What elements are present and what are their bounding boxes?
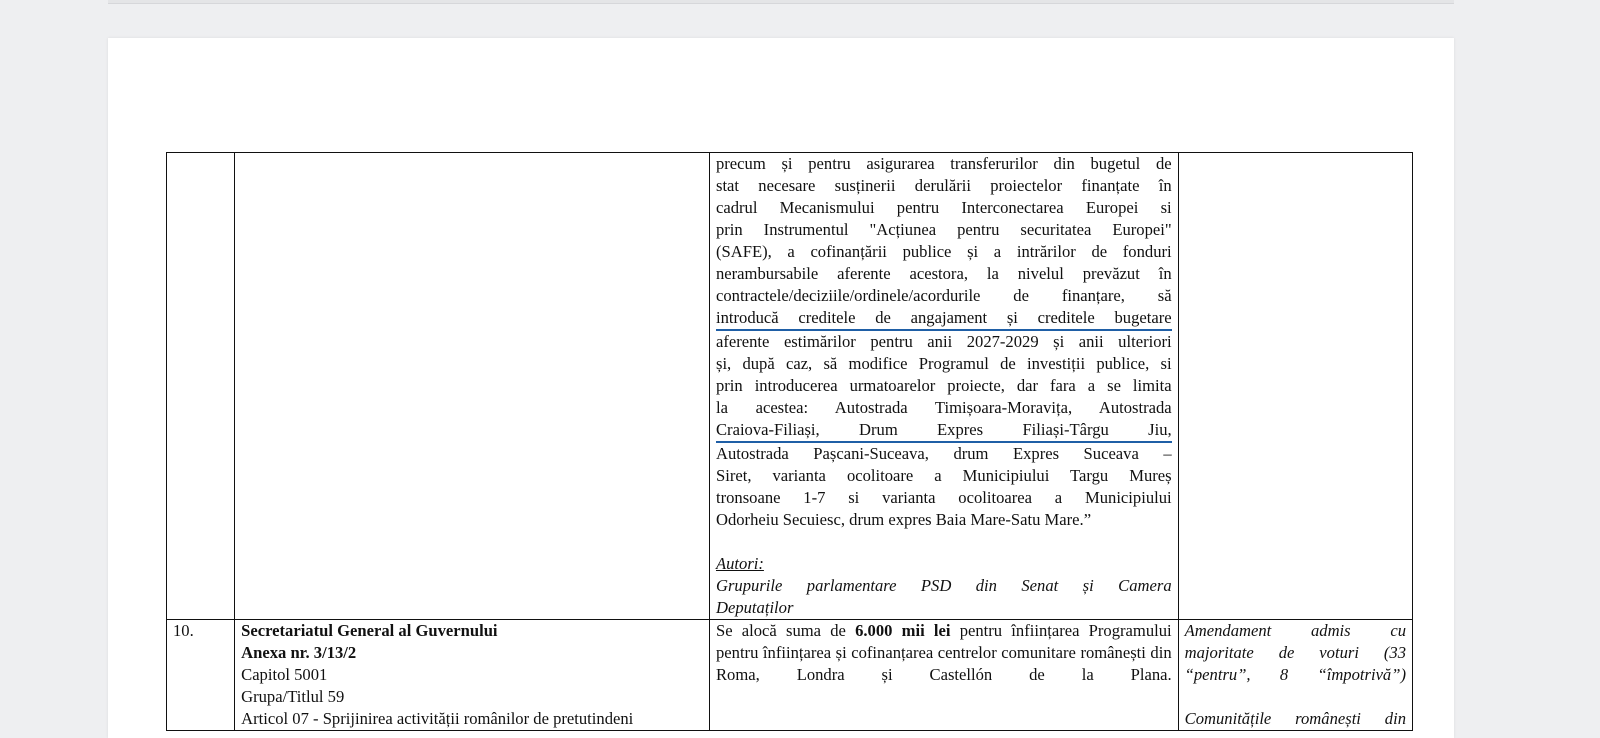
status-text: Amendament admis cu majoritate de voturi (33 “pentru”, 8 “împotrivă”) [1184, 621, 1406, 684]
text-line: prin Instrumentul "Acțiunea pentru securitatea Europei" [715, 220, 1172, 239]
row-number: 10. [173, 621, 194, 640]
highlighted-text-line: Craiova-Filiași, Drum Expres Filiași-Târgu Jiu, [716, 419, 1172, 443]
text-line: nerambursabile aferente acestora, la nivelul prevăzut în [715, 264, 1172, 283]
authors-line: Grupurile parlamentare PSD din Senat și Camera [715, 576, 1172, 595]
previous-page-edge [108, 0, 1454, 4]
amendments-table [166, 152, 1413, 731]
text-line: cadrul Mecanismului pentru Interconectarea Europei si [715, 198, 1172, 217]
status-cell [1178, 620, 1412, 731]
document-page[interactable] [108, 38, 1454, 738]
amendment-text [716, 620, 1172, 686]
text-line: aferente estimărilor pentru anii 2027-2029 și anii ulteriori [715, 332, 1172, 351]
annex-label: Anexa nr. 3/13/2 [241, 643, 357, 662]
institution-name: Secretariatul General al Guvernului [241, 621, 498, 640]
authors-label: Autori: [715, 554, 764, 573]
text-line: și, după caz, să modifice Programul de investiții publice, si [715, 354, 1172, 373]
text-line: (SAFE), a cofinanțării publice și a intrărilor de fonduri [715, 242, 1172, 261]
chapter-label: Capitol 5001 [241, 665, 328, 684]
text-line: contractele/deciziile/ordinele/acordurile de finanțare, să [715, 286, 1172, 305]
text-line: Autostrada Pașcani-Suceava, drum Expres Suceava – [715, 444, 1172, 463]
motivation-text: Comunitățile românești din [1184, 709, 1406, 728]
text-line: stat necesare susținerii derulării proiectelor finanțate în [715, 176, 1172, 195]
highlighted-text-line: introducă creditele de angajament și creditele bugetare [716, 307, 1172, 331]
text-line: prin introducerea urmatoarelor proiecte, dar fara a se limita [715, 376, 1172, 395]
table-row [167, 153, 1413, 620]
text-line: tronsoane 1-7 si varianta ocolitoarea a Municipiului [715, 488, 1172, 507]
text-post: pentru înființarea Programului pentru înființarea și cofinanțarea centrelor comunitare românești din Roma, Londra și Castellón de la Plana. [715, 621, 1172, 684]
amount: 6.000 mii lei [855, 621, 951, 640]
text-pre: Se alocă suma de [715, 621, 856, 640]
authors-line: Deputaților [715, 598, 794, 617]
text-line: Siret, varianta ocolitoare a Municipiului Targu Mureș [715, 466, 1172, 485]
text-line: precum și pentru asigurarea transferurilor din bugetul de [715, 154, 1172, 173]
blank-line [1185, 686, 1406, 708]
table-row [167, 620, 1413, 731]
article-label: Articol 07 - Sprijinirea activității românilor de pretutindeni [241, 709, 634, 728]
row-number-cell [167, 153, 235, 620]
amendment-text-cell [709, 153, 1178, 620]
institution-cell [235, 620, 710, 731]
blank-line [716, 531, 1172, 553]
amendment-text-cell [709, 620, 1178, 731]
row-number-cell [167, 620, 235, 731]
text-line: la acestea: Autostrada Timișoara-Moravița, Autostrada [715, 398, 1172, 417]
text-line: Odorheiu Secuiesc, drum expres Baia Mare-Satu Mare.” [715, 510, 1092, 529]
status-cell [1178, 153, 1412, 620]
institution-cell [235, 153, 710, 620]
group-label: Grupa/Titlul 59 [241, 687, 345, 706]
